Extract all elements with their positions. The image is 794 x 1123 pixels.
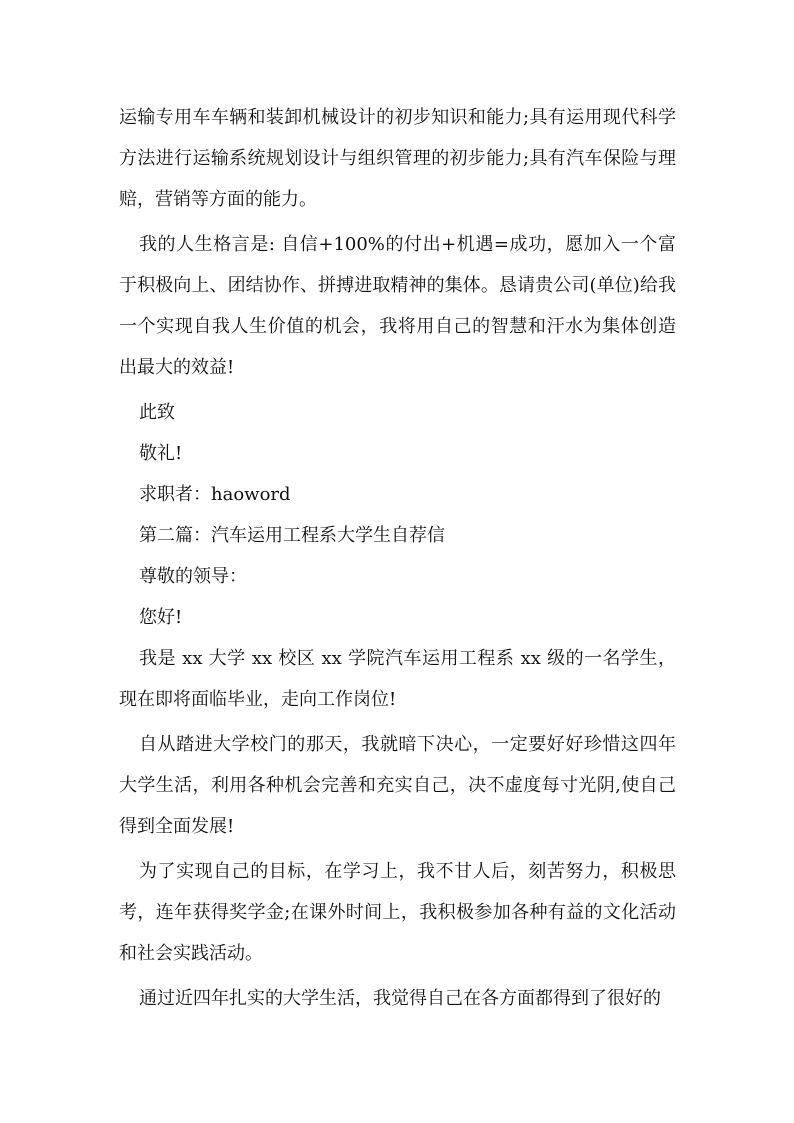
hello-line: 您好! [139,607,183,628]
paragraph-study: 为了实现自己的目标，在学习上，我不甘人后，刻苦努力，积极思考，连年获得奖学金;在课外时间上，我积极参加各种有益的文化活动和社会实践活动。 [119,861,676,964]
document-body [119,97,676,1023]
paragraph-summary: 通过近四年扎实的大学生活，我觉得自己在各方面都得到了很好的 [139,988,661,1009]
paragraph-resolution: 自从踏进大学校门的那天，我就暗下决心，一定要好好珍惜这四年大学生活，利用各种机会完善和充实自己，决不虚度每寸光阴,使自己得到全面发展! [119,734,676,837]
paragraph-skills: 运输专用车车辆和装卸机械设计的初步知识和能力;具有运用现代科学方法进行运输系统规划设计与组织管理的初步能力;具有汽车保险与理赔，营销等方面的能力。 [119,107,676,210]
signature-line: 求职者：haoword [139,484,291,505]
paragraph-motto: 我的人生格言是: 自信+100%的付出+机遇=成功，愿加入一个富于积极向上、团结协作、拼搏进取精神的集体。恳请贵公司(单位)给我一个实现自我人生价值的机会，我将用自己的智慧和汗水为集体创造出最大的效益! [119,234,676,378]
greeting-line: 尊敬的领导： [139,566,247,587]
paragraph-introduction: 我是 xx 大学 xx 校区 xx 学院汽车运用工程系 xx 级的一名学生，现在即将面临毕业，走向工作岗位! [119,648,676,710]
section-heading: 第二篇：汽车运用工程系大学生自荐信 [139,525,445,546]
closing-salutation: 此致 [139,402,175,423]
closing-regards: 敬礼! [139,443,183,464]
